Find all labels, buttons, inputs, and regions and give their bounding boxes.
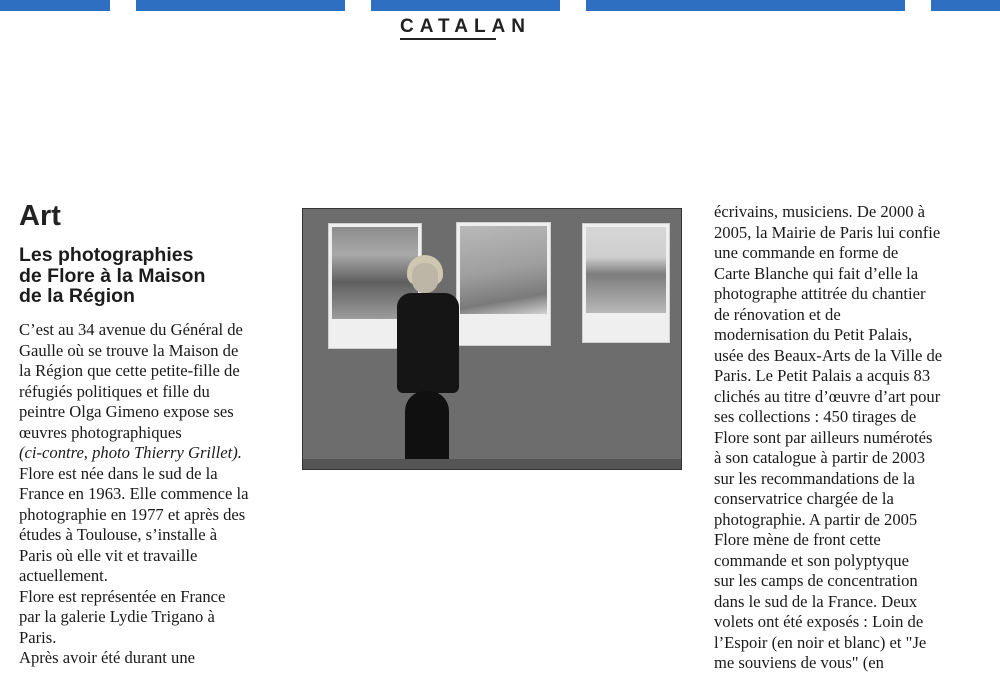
text-line: photographie. A partir de 2005 [714, 509, 918, 529]
text-line: 2005, la Mairie de Paris lui confie [714, 222, 941, 242]
text-line: dans le sud de la France. Deux [714, 591, 918, 611]
text-line: l’Espoir (en noir et blanc) et "Je [714, 632, 927, 652]
text-line: Paris. [19, 627, 57, 647]
masthead-gap [345, 0, 371, 11]
text-line: écrivains, musiciens. De 2000 à [714, 202, 926, 221]
text-line: Après avoir été durant une [19, 648, 196, 667]
face [412, 263, 438, 293]
masthead-gap [110, 0, 136, 11]
masthead-underline [400, 38, 496, 40]
text-line: commande et son polyptyque [714, 550, 909, 570]
text-line: actuellement. [19, 566, 108, 585]
masthead-bar [0, 0, 1000, 11]
text-line: Gaulle où se trouve la Maison de [19, 340, 239, 360]
photo-credit-line: (ci-contre, photo Thierry Grillet). [19, 443, 242, 462]
article-photo [302, 208, 682, 470]
section-label: Art [19, 200, 61, 232]
text-line: Flore mène de front cette [714, 530, 881, 549]
article-right-column [714, 202, 982, 674]
print-image [460, 226, 547, 314]
text-line: usée des Beaux-Arts de la Ville de [714, 345, 943, 365]
text-line: de rénovation et de [714, 304, 841, 324]
masthead-gap [905, 0, 931, 11]
text-line: ses collections : 450 tirages de [714, 407, 917, 426]
legs [405, 391, 449, 465]
text-line: volets ont été exposés : Loin de [714, 612, 924, 631]
print-image [586, 227, 666, 313]
jacket [397, 293, 459, 393]
text-line: me souviens de vous" (en [714, 653, 884, 672]
photographer-figure [391, 255, 471, 469]
text-line: Flore est représentée en France [19, 586, 226, 606]
text-line: études à Toulouse, s’installe à [19, 525, 218, 544]
text-line: Paris où elle vit et travaille [19, 545, 198, 565]
text-line: à son catalogue à partir de 2003 [714, 448, 926, 467]
text-line: œuvres photographiques [19, 422, 182, 442]
article-headline [19, 244, 259, 306]
text-line: C’est au 34 avenue du Général de [19, 320, 243, 339]
framed-print [582, 223, 670, 343]
masthead-gap [560, 0, 586, 11]
text-line: conservatrice chargée de la [714, 489, 894, 508]
text-line: sur les camps de concentration [714, 571, 918, 590]
text-line: photographe attitrée du chantier [714, 284, 926, 303]
masthead-subtitle-text: CATALAN [400, 16, 531, 37]
article-left-column [19, 320, 289, 669]
masthead-subtitle [400, 16, 580, 42]
text-line: réfugiés politiques et fille du [19, 381, 210, 401]
text-line: clichés au titre d’œuvre d’art pour [714, 386, 941, 406]
text-line: peintre Olga Gimeno expose ses [19, 402, 234, 421]
text-line: Carte Blanche qui fait d’elle la [714, 263, 919, 283]
text-line: Flore est née dans le sud de la [19, 463, 218, 483]
text-line: photographie en 1977 et après des [19, 504, 246, 524]
floor [303, 459, 681, 469]
text-line: Paris. Le Petit Palais a acquis 83 [714, 366, 931, 385]
text-line: France en 1963. Elle commence la [19, 484, 249, 503]
headline-line: Les photographies [19, 244, 194, 266]
text-line: modernisation du Petit Palais, [714, 325, 913, 344]
text-line: sur les recommandations de la [714, 468, 915, 488]
text-line: par la galerie Lydie Trigano à [19, 607, 215, 626]
text-line: la Région que cette petite-fille de [19, 361, 240, 380]
headline-line: de la Région [19, 285, 135, 307]
text-line: une commande en forme de [714, 243, 899, 262]
text-line: Flore sont par ailleurs numérotés [714, 427, 933, 447]
headline-line: de Flore à la Maison [19, 264, 206, 287]
